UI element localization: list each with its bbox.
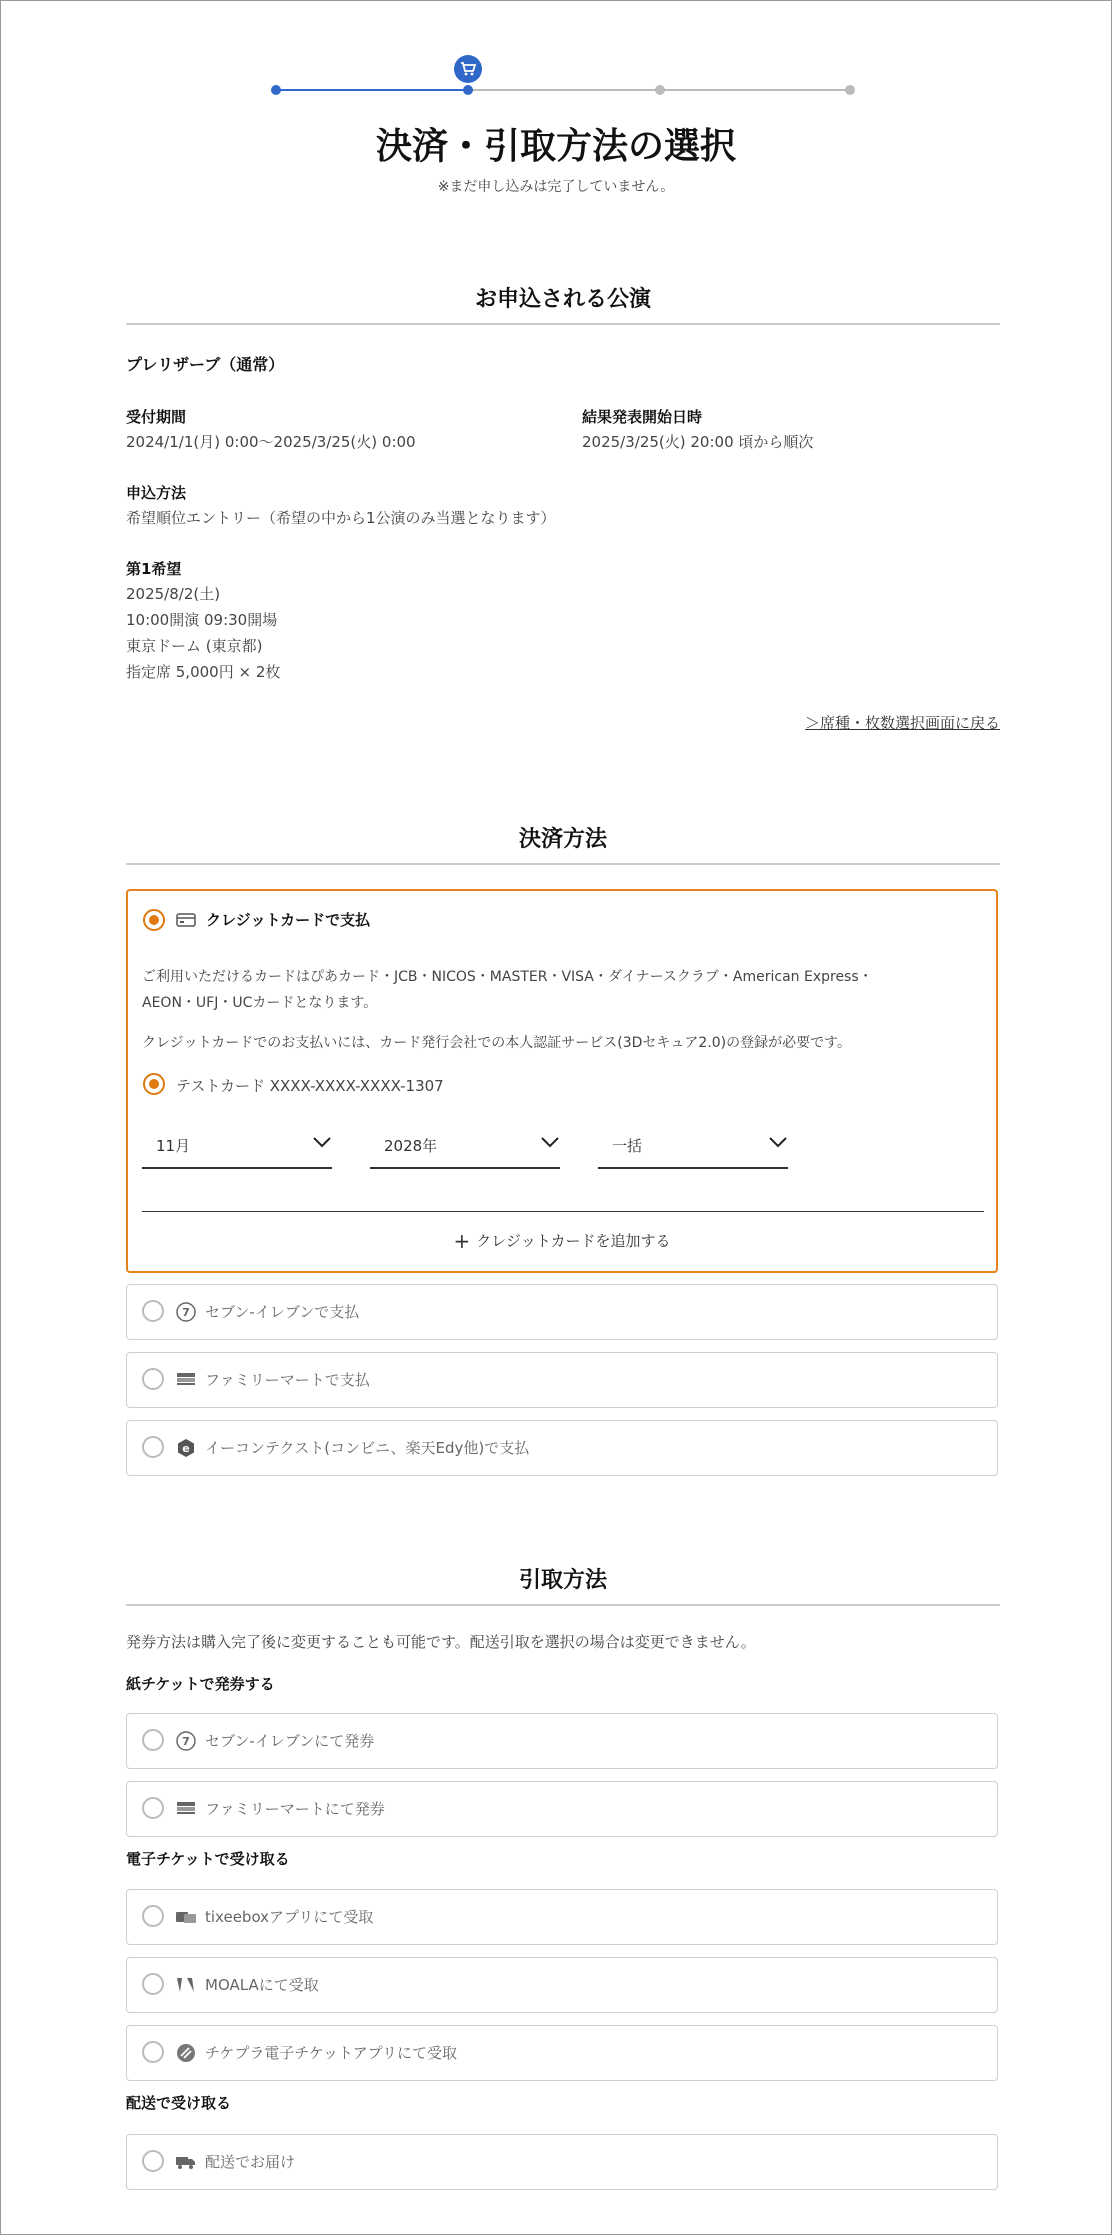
credit-desc-1: ご利用いただけるカードはぴあカード・JCB・NICOS・MASTER・VISA・ダイナースクラブ・American Express・ (142, 969, 873, 985)
pickup-radio[interactable] (142, 1905, 164, 1927)
choice-seat: 指定席 5,000円 × 2枚 (126, 663, 281, 681)
choice-venue: 東京ドーム (東京都) (126, 637, 263, 655)
payment-option-familymart[interactable] (126, 1352, 998, 1408)
chevron-down-icon (540, 1135, 560, 1149)
chevron-down-icon (312, 1135, 332, 1149)
expiry-month-select[interactable] (142, 1123, 332, 1169)
back-to-seat-link[interactable]: ＞席種・枚数選択画面に戻る (804, 714, 1000, 732)
pickup-radio[interactable] (142, 2041, 164, 2063)
e-ticket-heading: 電子チケットで受け取る (126, 1850, 290, 1868)
pickup-option-label: MOALAにて受取 (205, 1976, 319, 1994)
pickup-option-label: チケプラ電子チケットアプリにて受取 (205, 2044, 458, 2062)
plus-icon: + (453, 1229, 471, 1253)
moala-icon (175, 1975, 197, 1995)
pickup-radio[interactable] (142, 1797, 164, 1819)
pickup-radio[interactable] (142, 1973, 164, 1995)
choice-label: 第1希望 (126, 560, 182, 578)
tixeebox-icon (175, 1907, 197, 1927)
credit-desc-3: クレジットカードでのお支払いには、カード発行会社での本人認証サービス(3Dセキュア2.0)の登録が必要です。 (142, 1035, 851, 1051)
ticketplus-icon (175, 2043, 197, 2063)
seven-eleven-icon (175, 1731, 197, 1751)
pickup-option-ticketplus[interactable] (126, 2025, 998, 2081)
econtext-icon (175, 1438, 197, 1458)
credit-card-label: クレジットカードで支払 (206, 911, 371, 929)
chevron-down-icon (768, 1135, 788, 1149)
pickup-option-delivery[interactable] (126, 2134, 998, 2190)
saved-card-label: テストカード XXXX-XXXX-XXXX-1307 (176, 1077, 444, 1095)
payment-option-seven-eleven[interactable] (126, 1284, 998, 1340)
add-card-divider (142, 1211, 984, 1212)
familymart-icon (175, 1370, 197, 1390)
delivery-heading: 配送で受け取る (126, 2094, 232, 2112)
add-credit-card-button[interactable] (128, 1229, 996, 1253)
pickup-option-tixeebox[interactable] (126, 1889, 998, 1945)
performance-section-title: お申込される公演 (126, 282, 1000, 325)
choice-date: 2025/8/2(土) (126, 585, 221, 603)
svg-text:7: 7 (182, 1735, 190, 1748)
familymart-icon (175, 1799, 197, 1819)
expiry-year-value: 2028年 (384, 1137, 438, 1155)
payment-radio[interactable] (142, 1368, 164, 1390)
pickup-section-title: 引取方法 (126, 1563, 1000, 1606)
saved-card-radio[interactable] (143, 1073, 165, 1095)
credit-card-radio[interactable] (143, 909, 165, 931)
expiry-month-value: 11月 (156, 1137, 191, 1155)
seven-eleven-icon (175, 1302, 197, 1322)
pickup-radio[interactable] (142, 1729, 164, 1751)
page-note: ※まだ申し込みは完了していません。 (437, 179, 675, 195)
stepper-line-active (276, 89, 468, 91)
payment-option-label: セブン-イレブンで支払 (205, 1303, 360, 1321)
step-2-dot (463, 85, 473, 95)
step-1-dot (271, 85, 281, 95)
page-title: 決済・引取方法の選択 (375, 126, 736, 167)
pickup-option-label: セブン-イレブンにて発券 (205, 1732, 375, 1750)
credit-card-option[interactable] (126, 889, 998, 1273)
svg-text:e: e (182, 1442, 190, 1455)
pickup-option-familymart[interactable] (126, 1781, 998, 1837)
expiry-year-select[interactable] (370, 1123, 560, 1169)
payment-option-label: イーコンテクスト(コンビニ、楽天Edy他)で支払 (205, 1439, 530, 1457)
plan-name: プレリザーブ（通常） (126, 355, 285, 374)
pickup-option-moala[interactable] (126, 1957, 998, 2013)
payment-radio[interactable] (142, 1436, 164, 1458)
payment-section-title: 決済方法 (126, 822, 1000, 865)
payment-radio[interactable] (142, 1300, 164, 1322)
method-label: 申込方法 (126, 484, 187, 502)
pickup-option-label: 配送でお届け (205, 2153, 296, 2171)
svg-text:7: 7 (182, 1306, 190, 1319)
progress-stepper (276, 60, 850, 120)
truck-icon (175, 2152, 197, 2172)
step-4-dot (845, 85, 855, 95)
result-value: 2025/3/25(火) 20:00 頃から順次 (582, 433, 814, 451)
payment-option-label: ファミリーマートで支払 (205, 1371, 370, 1389)
installment-select[interactable] (598, 1123, 788, 1169)
step-3-dot (655, 85, 665, 95)
paper-ticket-heading: 紙チケットで発券する (126, 1675, 275, 1693)
pickup-option-label: ファミリーマートにて発券 (205, 1800, 385, 1818)
credit-card-icon (176, 912, 196, 932)
payment-option-econtext[interactable] (126, 1420, 998, 1476)
period-value: 2024/1/1(月) 0:00〜2025/3/25(火) 0:00 (126, 433, 416, 451)
choice-time: 10:00開演 09:30開場 (126, 611, 278, 629)
method-value: 希望順位エントリー（希望の中から1公演のみ当選となります） (126, 509, 556, 527)
pickup-radio[interactable] (142, 2150, 164, 2172)
pickup-option-seven-eleven[interactable] (126, 1713, 998, 1769)
cart-icon (454, 55, 482, 83)
pickup-note: 発券方法は購入完了後に変更することも可能です。配送引取を選択の場合は変更できません。 (126, 1633, 756, 1651)
pickup-option-label: tixeeboxアプリにて受取 (205, 1908, 374, 1926)
credit-desc-2: AEON・UFJ・UCカードとなります。 (142, 995, 378, 1011)
period-label: 受付期間 (126, 408, 187, 426)
result-label: 結果発表開始日時 (582, 408, 703, 426)
installment-value: 一括 (612, 1137, 643, 1155)
add-credit-card-label: クレジットカードを追加する (476, 1232, 671, 1250)
